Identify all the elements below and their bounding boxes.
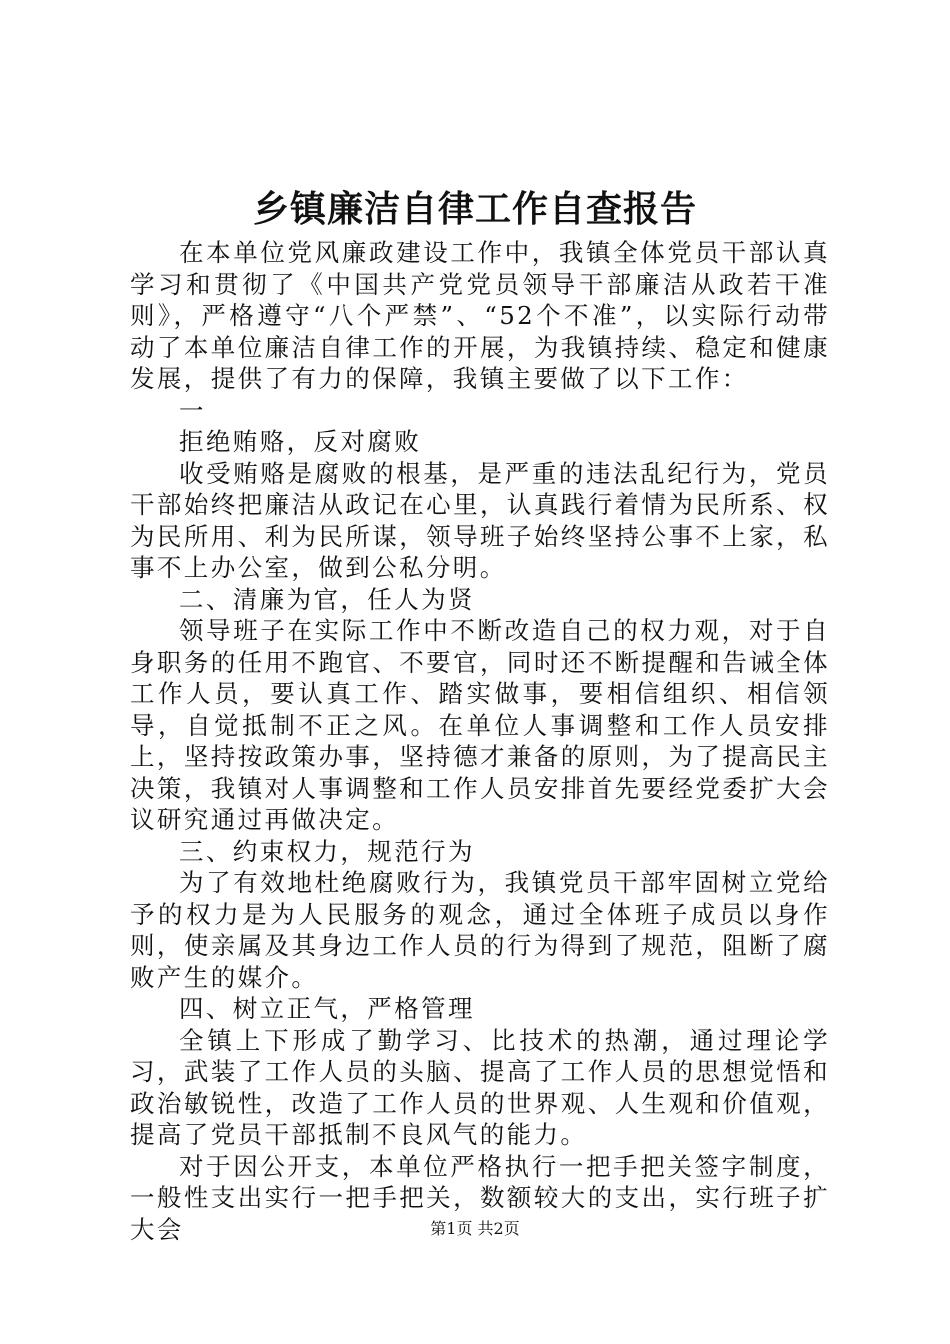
paragraph-expenses: 对于因公开支，本单位严格执行一把手把关签字制度，一般性支出实行一把手把关，数额较大的支出，实行班子扩大会 (130, 1151, 830, 1244)
paragraph-section-4: 全镇上下形成了勤学习、比技术的热潮，通过理论学习，武装了工作人员的头脑、提高了工作人员的思想觉悟和政治敏锐性，改造了工作人员的世界观、人生观和价值观，提高了党员干部抵制不良风气的能力。 (130, 1025, 830, 1149)
section-heading-3: 三、约束权力，规范行为 (179, 836, 475, 866)
document-body (130, 237, 830, 1245)
paragraph-intro: 在本单位党风廉政建设工作中，我镇全体党员干部认真学习和贯彻了《中国共产党党员领导干部廉洁从政若干准则》，严格遵守“八个严禁”、“52个不准”，以实际行动带动了本单位廉洁自律工作的开展，为我镇持续、稳定和健康发展，提供了有力的保障，我镇主要做了以下工作： (130, 238, 830, 393)
paragraph-section-3: 为了有效地杜绝腐败行为，我镇党员干部牢固树立党给予的权力是为人民服务的观念，通过全体班子成员以身作则，使亲属及其身边工作人员的行为得到了规范，阻断了腐败产生的媒介。 (130, 868, 830, 992)
section-heading-4: 四、树立正气，严格管理 (179, 994, 475, 1023)
document-title: 乡镇廉洁自律工作自查报告 (252, 188, 697, 230)
paragraph-section-2: 领导班子在实际工作中不断改造自己的权力观，对于自身职务的任用不跑官、不要官，同时还不断提醒和告诫全体工作人员，要认真工作、踏实做事，要相信组织、相信领导，自觉抵制不正之风。在单位人事调整和工作人员安排上，坚持按政策办事，坚持德才兼备的原则，为了提高民主决策，我镇对人事调整和工作人员安排首先要经党委扩大会议研究通过再做决定。 (130, 616, 830, 834)
page-number: 第1页 共2页 (430, 1219, 520, 1238)
section-heading-2: 二、清廉为官，任人为贤 (179, 584, 475, 614)
paragraph-section-1: 收受贿赂是腐败的根基，是严重的违法乱纪行为，党员干部始终把廉洁从政记在心里，认真践行着情为民所系、权为民所用、利为民所谋，领导班子始终坚持公事不上家，私事不上办公室，做到公私分明。 (130, 458, 830, 582)
section-heading-1: 拒绝贿赂，反对腐败 (179, 427, 422, 456)
section-number-1: 一 (179, 395, 206, 425)
